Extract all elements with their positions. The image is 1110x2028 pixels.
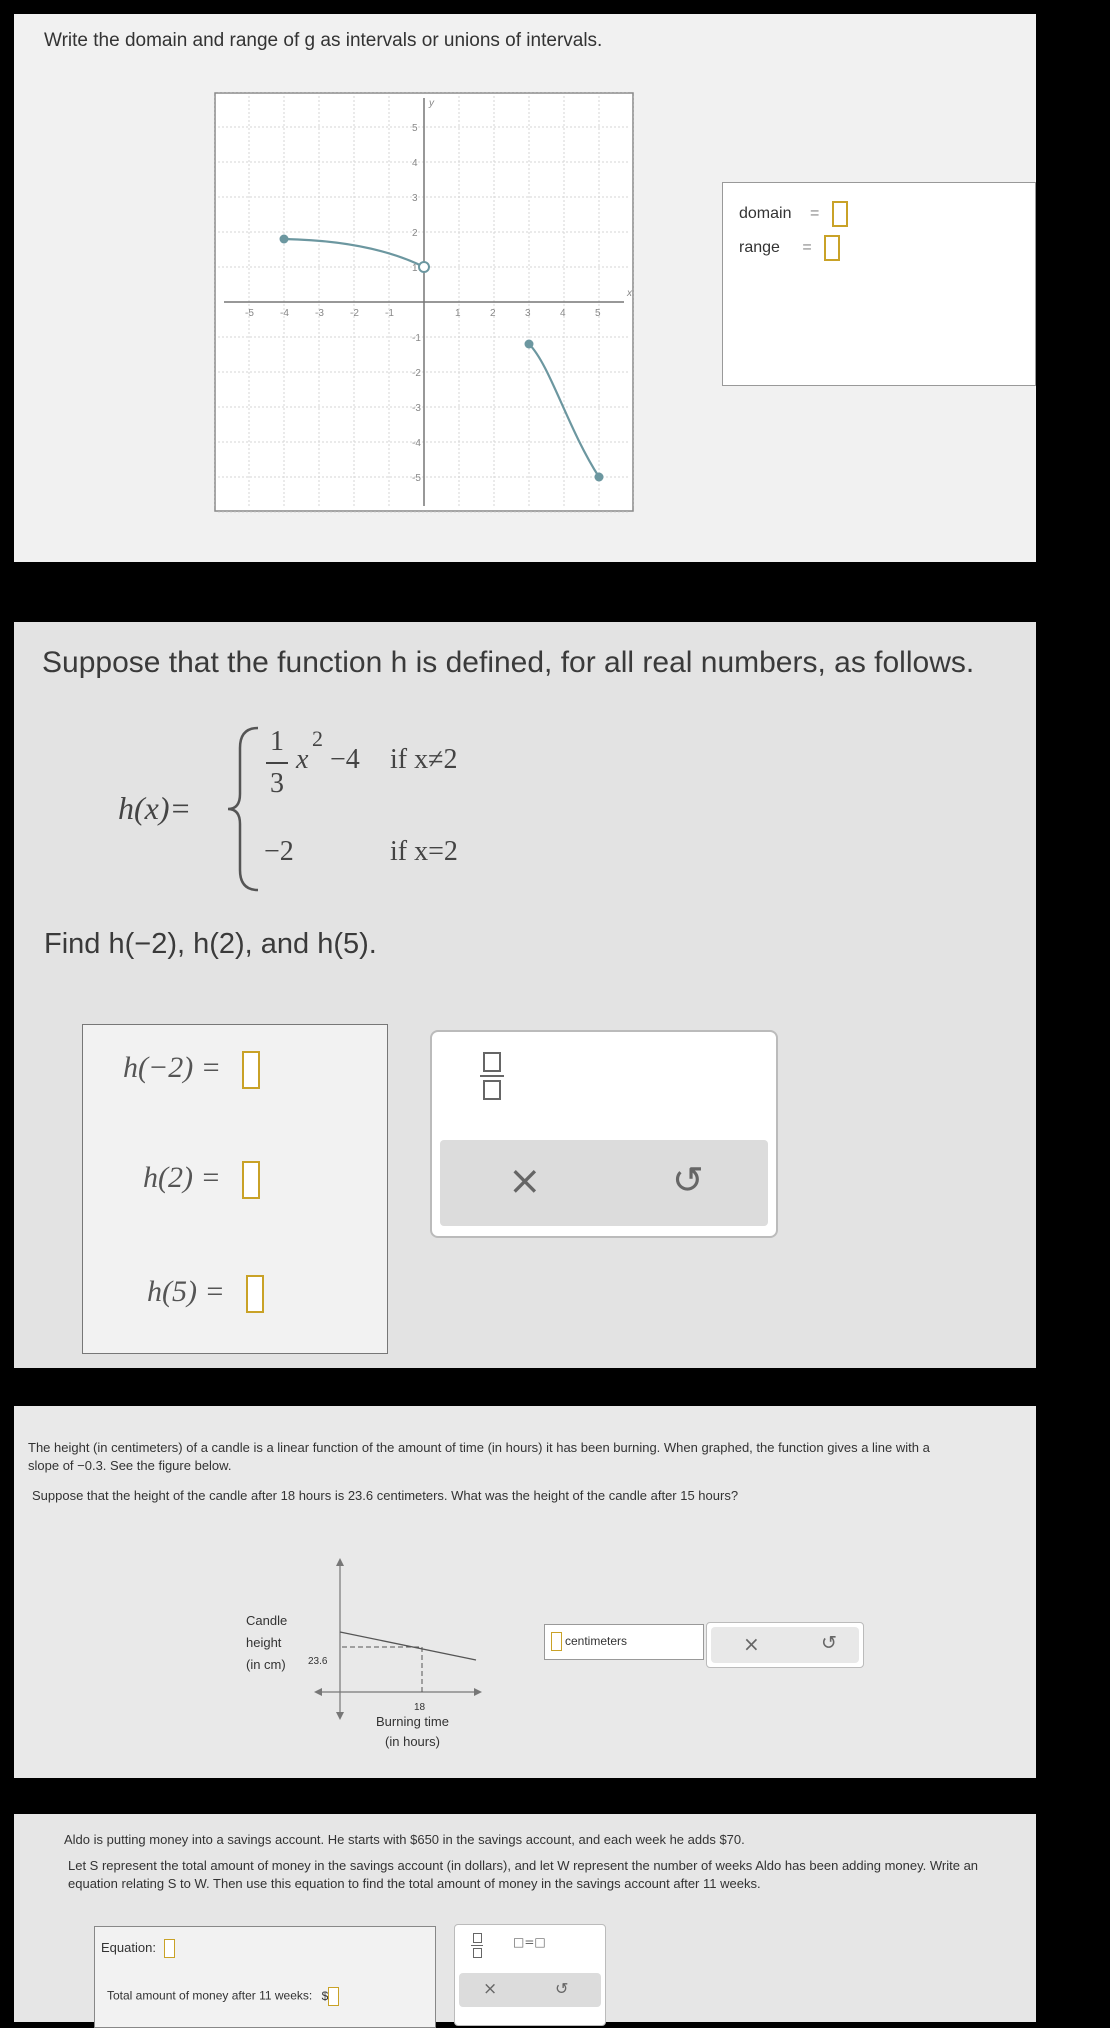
case1-constant: −4 [330,744,360,775]
candle-y-label-2: height [246,1635,282,1650]
y-tick-label: 4 [412,158,418,169]
unit-label: centimeters [565,1634,628,1648]
dollar-sign: $ [321,1988,329,2003]
domain-input[interactable] [832,201,848,227]
q3-text-1: The height (in centimeters) of a candle is a linear function of the amount of time (in hours) it has been burning. When graphed, the function gives a line with a [28,1440,930,1455]
h-5-label: h(5) = [147,1275,225,1308]
question-domain-range [14,14,1036,562]
y-tick-label: -1 [412,333,421,344]
equation-row [101,1939,175,1958]
q4-text-2: Let S represent the total amount of money in the savings account (in dollars), and let W represent the number of weeks Aldo has been adding money. Write an [68,1858,979,1873]
y-tick-label: -3 [412,403,421,414]
domain-label: domain [739,205,792,223]
question-savings [14,1814,1036,2022]
q4-text-3: equation relating S to W. Then use this equation to find the total amount of money in the savings account after 11 weeks. [68,1876,761,1891]
clear-button[interactable]: × [508,1158,542,1204]
y-tick-label: 5 [412,123,418,134]
y-tick-label: -2 [412,368,421,379]
fraction-tool-button[interactable] [480,1052,504,1100]
h-5-input[interactable] [246,1275,264,1313]
savings-toolpad [454,1924,606,2026]
total-row [107,1987,339,2006]
x-tick-label: 4 [560,308,566,319]
case1-exponent: 2 [312,726,323,751]
case1-variable: x [296,744,309,775]
fraction-bar [266,762,288,764]
equation-label: Equation: [101,1939,156,1955]
q2-find: Find h(−2), h(2), and h(5). [44,928,377,960]
candle-toolpad [706,1622,864,1668]
x-tick-label: 3 [525,308,531,319]
equation-template-button[interactable]: □=□ [513,1935,546,1949]
savings-undo-button[interactable]: ↺ [555,1979,569,1998]
candle-answer-box [544,1624,704,1660]
q1-prompt: Write the domain and range of g as intervals or unions of intervals. [44,30,603,51]
range-input[interactable] [824,235,840,261]
h-2-input[interactable] [242,1161,260,1199]
equation-input[interactable] [164,1939,175,1958]
piecewise-brace [224,724,264,894]
range-row [739,235,840,261]
h-neg2-input[interactable] [242,1051,260,1089]
h-neg2-label: h(−2) = [123,1051,221,1084]
candle-y-label-3: (in cm) [246,1657,286,1672]
q4-text-1: Aldo is putting money into a savings account. He starts with $650 in the savings account, and each week he adds $70. [64,1832,745,1847]
y-tick-label: 1 [412,263,418,274]
candle-x-value: 18 [414,1702,426,1713]
closed-point-right-end [595,473,604,482]
closed-point-right-start [525,340,534,349]
open-point [419,262,429,272]
y-axis-label: y [429,98,434,109]
x-axis-label: x [627,288,632,299]
question-piecewise [14,622,1036,1368]
total-label: Total amount of money after 11 weeks: [107,1988,313,2003]
x-tick-label: -1 [385,308,394,319]
y-tick-label: -4 [412,438,421,449]
x-tick-label: -2 [350,308,359,319]
toolpad-actions [440,1140,768,1226]
case2-condition: if x=2 [390,836,458,867]
h-2-label: h(2) = [143,1161,221,1194]
candle-x-label-2: (in hours) [385,1734,440,1749]
closed-point-left [280,235,289,244]
q3-text-3: Suppose that the height of the candle after 18 hours is 23.6 centimeters. What was the height of the candle after 15 hours? [32,1488,739,1503]
range-label: range [739,239,780,257]
candle-x-label-1: Burning time [376,1714,449,1729]
x-tick-label: 5 [595,308,601,319]
q3-text-2: slope of −0.3. See the figure below. [28,1458,232,1473]
case1-numerator: 1 [270,726,284,757]
x-tick-label: 1 [455,308,461,319]
h-5-row [147,1275,264,1313]
x-tick-label: -4 [280,308,289,319]
candle-y-label [246,1610,287,1676]
candle-y-value: 23.6 [308,1656,328,1667]
candle-line [340,1632,476,1660]
y-tick-label: 2 [412,228,418,239]
x-tick-label: 2 [490,308,496,319]
domain-row [739,201,848,227]
h-2-row [143,1161,260,1199]
domain-range-answer-box [722,182,1036,386]
undo-button[interactable]: ↺ [672,1158,704,1202]
h-neg2-row [123,1051,260,1089]
x-tick-label: -5 [245,308,254,319]
case2-value: −2 [264,836,294,867]
y-tick-label: -5 [412,473,421,484]
candle-graph [304,1556,494,1726]
graph-g [214,92,634,532]
question-candle [14,1406,1036,1778]
case1-condition: if x≠2 [390,744,458,775]
y-tick-label: 3 [412,193,418,204]
candle-input[interactable] [551,1632,562,1651]
x-tick-label: -3 [315,308,324,319]
candle-x-label [376,1712,449,1752]
range-equals: = [802,239,812,257]
candle-toolpad-actions [711,1627,859,1663]
piecewise-lhs: h(x)= [118,790,192,826]
savings-answer-box [94,1926,436,2028]
savings-clear-button[interactable]: × [483,1979,498,1999]
candle-undo-button[interactable]: ↺ [821,1632,837,1654]
candle-y-label-1: Candle [246,1613,288,1628]
savings-fraction-button[interactable] [471,1933,483,1958]
domain-equals: = [809,205,820,223]
piecewise-answer-box [82,1024,388,1354]
savings-toolpad-actions [459,1973,601,2007]
q2-intro: Suppose that the function h is defined, for all real numbers, as follows. [42,646,975,679]
total-input[interactable] [328,1987,339,2006]
case1-denominator: 3 [270,768,284,799]
candle-clear-button[interactable]: × [743,1632,760,1656]
math-toolpad [430,1030,778,1238]
